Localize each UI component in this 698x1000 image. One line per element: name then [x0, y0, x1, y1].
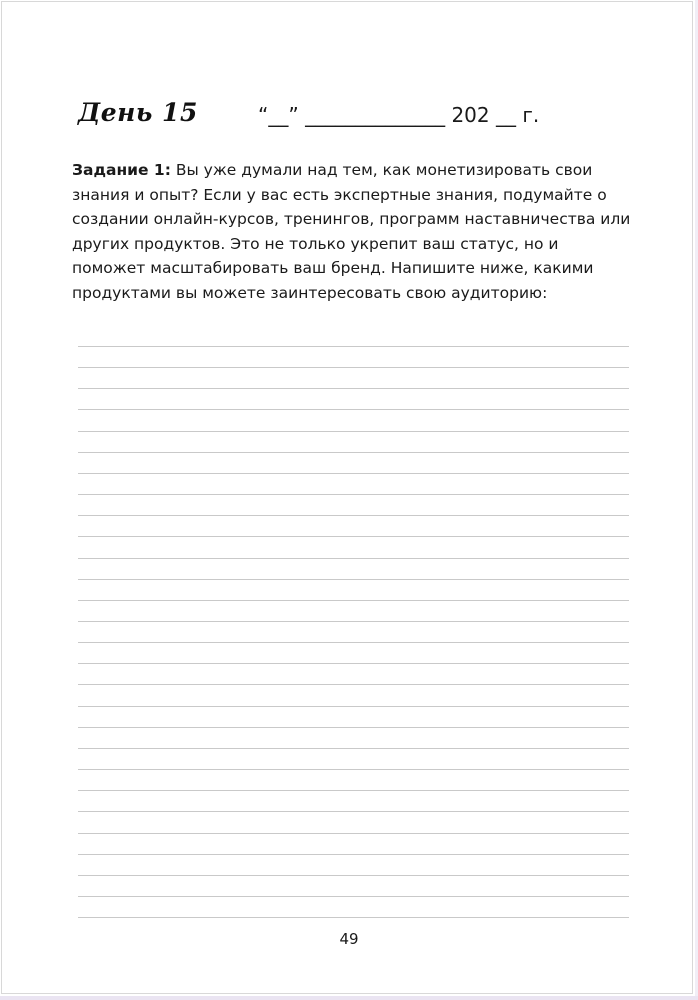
writing-line[interactable] [78, 706, 629, 707]
writing-line[interactable] [78, 431, 629, 432]
task-text: Вы уже думали над тем, как монетизировать свои знания и опыт? Если у вас есть экспертные знания, подумайте о создании онлайн-курсов, тренингов, программ наставничества или других продуктов. Это не только укрепит ваш статус, но и поможет масштабировать ваш бренд. Напишите ниже, какими продуктами вы можете заинтересовать свою аудиторию: [72, 161, 631, 302]
date-fill-in[interactable]: “__” ______________ 202 __ г. [258, 103, 540, 127]
writing-line[interactable] [78, 600, 629, 601]
writing-line[interactable] [78, 790, 629, 791]
writing-lines[interactable] [78, 0, 629, 1000]
writing-line[interactable] [78, 896, 629, 897]
writing-line[interactable] [78, 854, 629, 855]
writing-line[interactable] [78, 811, 629, 812]
writing-line[interactable] [78, 684, 629, 685]
task-label: Задание 1: [72, 161, 171, 179]
writing-line[interactable] [78, 558, 629, 559]
writing-line[interactable] [78, 748, 629, 749]
writing-line[interactable] [78, 388, 629, 389]
writing-line[interactable] [78, 727, 629, 728]
page-number: 49 [339, 930, 359, 948]
writing-line[interactable] [78, 494, 629, 495]
writing-line[interactable] [78, 452, 629, 453]
writing-line[interactable] [78, 536, 629, 537]
writing-line[interactable] [78, 621, 629, 622]
writing-line[interactable] [78, 833, 629, 834]
writing-line[interactable] [78, 367, 629, 368]
writing-line[interactable] [78, 663, 629, 664]
writing-line[interactable] [78, 875, 629, 876]
writing-line[interactable] [78, 917, 629, 918]
writing-line[interactable] [78, 409, 629, 410]
writing-line[interactable] [78, 769, 629, 770]
writing-line[interactable] [78, 642, 629, 643]
writing-line[interactable] [78, 515, 629, 516]
writing-line[interactable] [78, 473, 629, 474]
writing-line[interactable] [78, 346, 629, 347]
day-title: День 15 [78, 98, 198, 127]
writing-line[interactable] [78, 579, 629, 580]
